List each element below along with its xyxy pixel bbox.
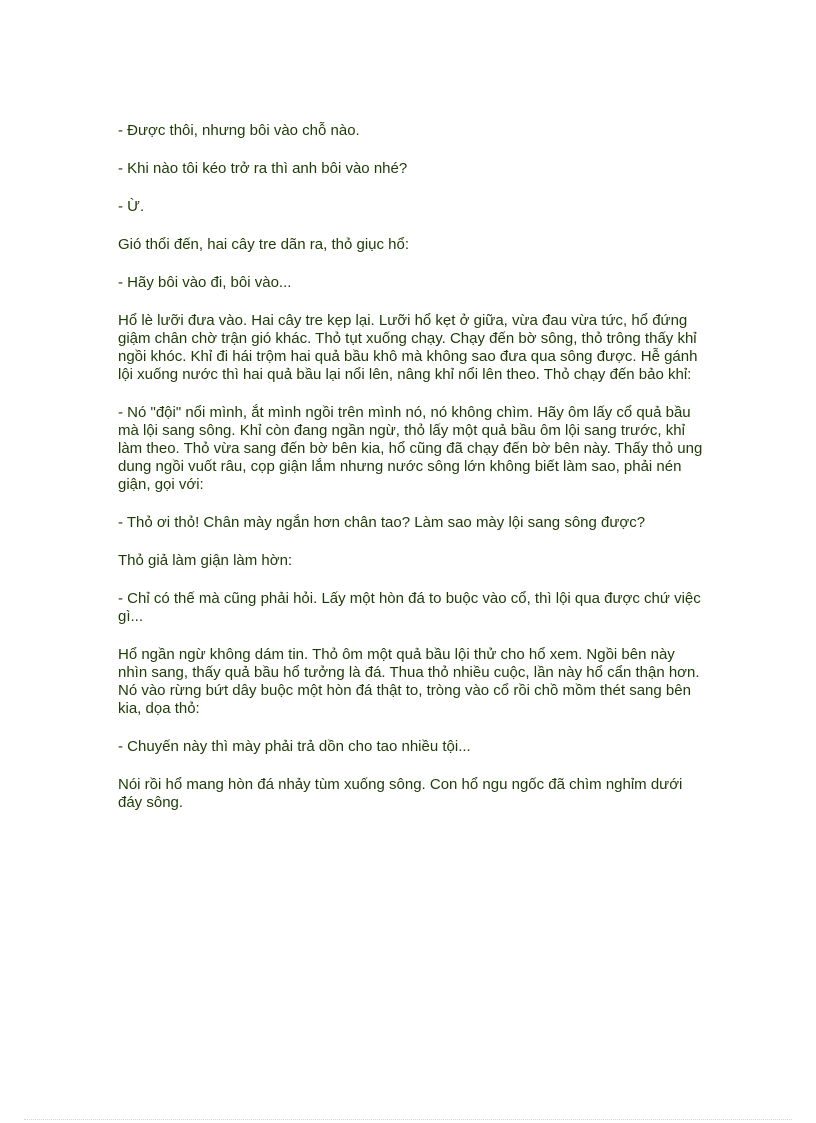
paragraph: - Chỉ có thế mà cũng phải hỏi. Lấy một hòn đá to buộc vào cổ, thì lội qua được chứ việc gì... — [118, 590, 701, 625]
page-bottom-divider — [24, 1119, 792, 1120]
paragraph: - Nó "đội" nổi mình, ắt mình ngồi trên mình nó, nó không chìm. Hãy ôm lấy cổ quả bầu mà lội sang sông. Khỉ còn đang ngần ngừ, thỏ lấy một quả bầu ôm lội sang trước, khỉ làm theo. Thỏ vừa sang đến bờ bên kia, hổ cũng đã chạy đến bờ bên này. Thấy thỏ ung dung ngồi vuốt râu, cọp giận lắm nhưng nước sông lớn không biết làm sao, phải nén giận, gọi với: — [118, 404, 703, 493]
paragraph: - Hãy bôi vào đi, bôi vào... — [118, 274, 292, 291]
paragraph: - Thỏ ơi thỏ! Chân mày ngắn hơn chân tao? Làm sao mày lội sang sông được? — [118, 514, 646, 531]
paragraph: Thỏ giả làm giận làm hờn: — [118, 552, 293, 569]
paragraph: - Khi nào tôi kéo trở ra thì anh bôi vào nhé? — [118, 160, 408, 177]
paragraph: Hổ ngần ngừ không dám tin. Thỏ ôm một quả bầu lội thử cho hổ xem. Ngồi bên này nhìn sang, thấy quả bầu hổ tưởng là đá. Thua thỏ nhiều cuộc, lần này hổ cẩn thận hơn. Nó vào rừng bứt dây buộc một hòn đá thật to, tròng vào cổ rồi chồ mồm thét sang bên kia, dọa thỏ: — [118, 646, 700, 717]
paragraph: - Ừ. — [118, 198, 145, 215]
paragraph: Gió thổi đến, hai cây tre dãn ra, thỏ giục hổ: — [118, 236, 410, 253]
paragraph: Hổ lè lưỡi đưa vào. Hai cây tre kẹp lại. Lưỡi hổ kẹt ở giữa, vừa đau vừa tức, hổ đứng giậm chân chờ trận gió khác. Thỏ tụt xuống chạy. Chạy đến bờ sông, thỏ trông thấy khỉ ngồi khóc. Khỉ đi hái trộm hai quả bầu khô mà không sao đưa qua sông được. Hễ gánh lội xuống nước thì hai quả bầu lại nổi lên, nâng khỉ nổi lên theo. Thỏ chạy đến bảo khỉ: — [118, 312, 698, 383]
story-text — [118, 122, 703, 832]
paragraph: - Được thôi, nhưng bôi vào chỗ nào. — [118, 122, 360, 139]
paragraph: - Chuyến này thì mày phải trả dồn cho tao nhiều tội... — [118, 738, 471, 755]
paragraph: Nói rồi hổ mang hòn đá nhảy tùm xuống sông. Con hổ ngu ngốc đã chìm nghỉm dưới đáy sông. — [118, 776, 683, 811]
